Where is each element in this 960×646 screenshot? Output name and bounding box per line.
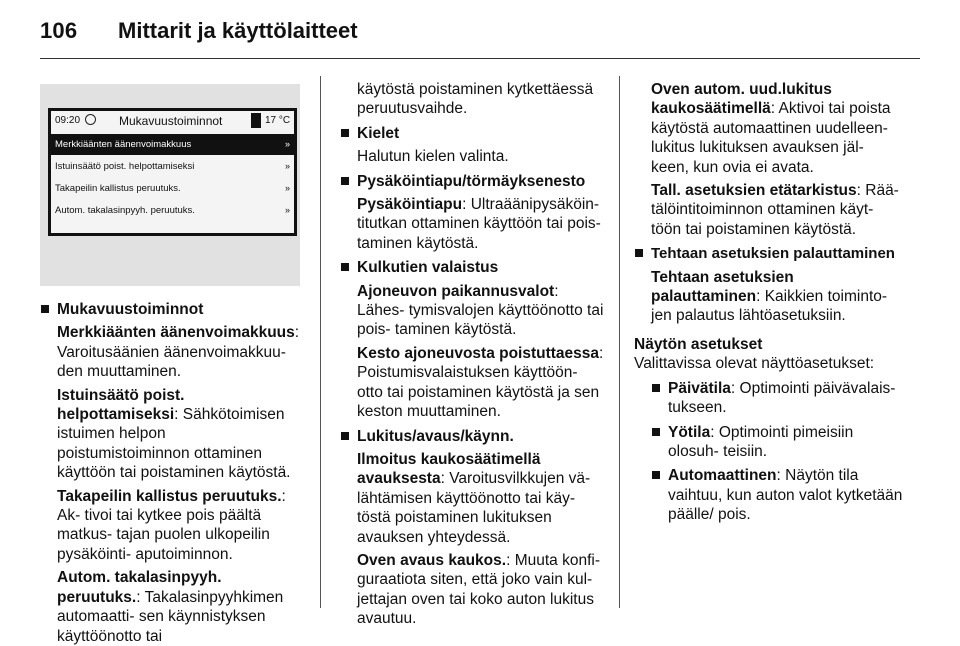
- display-status-bar: [51, 111, 294, 133]
- section-kielet: [340, 124, 606, 143]
- chevron-right-icon: »: [284, 183, 290, 193]
- display-menu-item[interactable]: [51, 156, 294, 177]
- list-item: Pysäköintiapu: Ultraäänipysäköin- titutkan ottaminen käyttöön tai pois- taminen käytöstä.: [357, 196, 601, 252]
- item-text: Lähes- tymisvalojen käyttöönotto tai pois- taminen käytöstä.: [357, 302, 604, 339]
- list-item: Ilmoitus kaukosäätimellä avauksesta: Varoitusvilkkujen vä- lähtämisen käyttöönotto tai käy- töstä poistaminen lukituksen avauksen yhteydessä.: [357, 450, 591, 546]
- item-text: Varoitusvilkkujen vä- lähtämisen käyttöönotto tai käy- töstä poistaminen lukituksen avauksen yhteydessä.: [357, 470, 591, 546]
- section-heading-naytto: Näytön asetukset: [634, 335, 763, 353]
- display-menu-label: Takapeilin kallistus peruutuks.: [55, 183, 181, 194]
- list-item: Autom. takalasinpyyh. peruutuks.: Takalasinpyyhkimen automaatti- sen käynnistyksen käyttöönotto tai: [57, 569, 284, 645]
- continued-text: käytöstä poistaminen kytkettäessä peruutusvaihde.: [357, 81, 594, 118]
- item-text: Rää- tälöintitoiminnon ottaminen käyt- töön tai poistaminen käytöstä.: [651, 182, 899, 238]
- section-heading: Kulkutien valaistus: [357, 259, 499, 277]
- item-text: Sähkötoimisen istuimen helpon poistumistoiminnon ottaminen käyttöön tai poistaminen käytöstä.: [57, 406, 291, 482]
- item-term: Pysäköintiapu: [357, 196, 463, 214]
- list-item: Päivätila: Optimointi päivävalais- tukseen.: [651, 379, 906, 418]
- section-heading: Lukitus/avaus/käynn.: [357, 427, 514, 445]
- display-menu-label: Merkkiäänten äänenvoimakkuus: [55, 139, 192, 150]
- section-kulkutien-valaistus: [340, 258, 606, 277]
- bullet-icon: [652, 428, 660, 436]
- item-text: Kaikkien toiminto- jen palautus lähtöasetuksiin.: [651, 288, 888, 325]
- chapter-title: Mittarit ja käyttölaitteet: [118, 18, 358, 43]
- item-text: Näytön tila vaihtuu, kun auton valot kytketään päälle/ pois.: [668, 467, 903, 524]
- list-item: Ajoneuvon paikannusvalot: Lähes- tymisvalojen käyttöönotto tai pois- taminen käytöstä.: [357, 282, 604, 339]
- item-text: Aktivoi tai poista käytöstä automaattinen uudelleen- lukitus lukituksen avauksen jäl- keen, kun ovia ei avata.: [651, 100, 891, 176]
- display-temperature: 17 °C: [265, 115, 291, 126]
- list-item: Kesto ajoneuvosta poistuttaessa: Poistumisvalaistuksen käyttöön- otto tai poistaminen käytöstä ja sen keston muuttaminen.: [357, 344, 604, 421]
- item-term: Automaattinen: [668, 467, 777, 485]
- page-number: 106: [40, 18, 78, 43]
- bullet-icon: [635, 249, 643, 257]
- item-text: Muuta konfi- guraatiota siten, että joko vain kul- jettajan oven tai koko auton lukitus avautuu.: [357, 551, 600, 628]
- item-term: Tehtaan asetuksien palauttaminen: [651, 268, 794, 306]
- item-text: Varoitusäänien äänenvoimakkuu- den muuttaminen.: [57, 343, 286, 381]
- item-term: Yötila: [668, 423, 711, 441]
- list-item: Oven autom. uud.lukitus kaukosäätimellä: Aktivoi tai poista käytöstä automaattinen uudelleen- lukitus lukituksen avauksen jäl- keen, kun ovia ei avata.: [651, 81, 891, 176]
- section-tehdasasetukset: [634, 244, 906, 263]
- item-term: Ajoneuvon paikannusvalot: [357, 282, 555, 300]
- item-term: Päivätila: [668, 379, 731, 397]
- display-menu-item[interactable]: [51, 134, 294, 155]
- item-text: Halutun kielen valinta.: [357, 148, 509, 166]
- smiley-icon: [85, 114, 96, 125]
- item-term: Takapeilin kallistus peruutuks.: [57, 487, 282, 505]
- list-item: Takapeilin kallistus peruutuks.: Ak- tivoi tai kytkee pois päältä matkus- tajan puolen ulkopeilin pysäköinti- aputoiminnon.: [57, 487, 286, 563]
- item-term: Oven avaus kaukos.: [357, 551, 507, 569]
- item-text: Ak- tivoi tai kytkee pois päältä matkus- tajan puolen ulkopeilin pysäköinti- aputoiminnon.: [57, 507, 270, 563]
- display-menu-item[interactable]: [51, 200, 294, 221]
- section-heading: Tehtaan asetuksien palauttaminen: [651, 245, 895, 263]
- chevron-right-icon: »: [284, 205, 290, 215]
- section-heading: Kielet: [357, 124, 400, 142]
- display-menu-label: Istuinsäätö poist. helpottamiseksi: [55, 161, 195, 172]
- section-lukitus: [340, 427, 606, 446]
- chevron-right-icon: »: [284, 139, 290, 149]
- bullet-icon: [652, 384, 660, 392]
- display-time: 09:20: [55, 115, 81, 126]
- item-term: Autom. takalasinpyyh. peruutuks.: [57, 569, 222, 606]
- item-text: Optimointi päivävalais- tukseen.: [668, 379, 896, 417]
- item-term: Istuinsäätö poist. helpottamiseksi: [57, 386, 185, 424]
- bullet-icon: [652, 471, 660, 479]
- item-text: Optimointi pimeisiin olosuh- teisiin.: [668, 423, 854, 460]
- bullet-icon: [341, 177, 349, 185]
- chevron-right-icon: »: [284, 161, 290, 171]
- section-intro: Valittavissa olevat näyttöasetukset:: [634, 355, 875, 373]
- display-menu-item[interactable]: [51, 178, 294, 199]
- column-3: [634, 80, 906, 525]
- list-item: Istuinsäätö poist. helpottamiseksi: Sähkötoimisen istuimen helpon poistumistoiminnon ottaminen käyttöön tai poistaminen käytöstä.: [57, 386, 291, 482]
- column-divider-1: [320, 76, 321, 608]
- item-term: Tall. asetuksien etätarkistus: [651, 182, 857, 200]
- section-heading: Pysäköintiapu/törmäyksenesto: [357, 172, 586, 190]
- item-term: Kesto ajoneuvosta poistuttaessa: [357, 344, 600, 362]
- column-2: [340, 80, 606, 629]
- list-item: Automaattinen: Näytön tila vaihtuu, kun auton valot kytketään päälle/ pois.: [651, 466, 906, 524]
- column-1: [40, 300, 302, 646]
- section-pysakointiapu: [340, 172, 606, 191]
- section-mukavuus: [40, 300, 302, 319]
- thermometer-icon: [251, 113, 261, 128]
- header-rule: [40, 58, 920, 59]
- item-text: Takalasinpyyhkimen automaatti- sen käynnistyksen käyttöönotto tai: [57, 588, 284, 645]
- bullet-icon: [41, 305, 49, 313]
- list-item: Tehtaan asetuksien palauttaminen: Kaikkien toiminto- jen palautus lähtöasetuksiin.: [651, 268, 888, 325]
- item-term: Merkkiäänten äänenvoimakkuus: [57, 324, 295, 342]
- list-item: Oven avaus kaukos.: Muuta konfi- guraatiota siten, että joko vain kul- jettajan oven tai koko auton lukitus avautuu.: [357, 551, 600, 628]
- column-divider-2: [619, 76, 620, 608]
- item-text: Ultraäänipysäköin- titutkan ottaminen käyttöön tai pois- taminen käytöstä.: [357, 196, 601, 252]
- item-term: Ilmoitus kaukosäätimellä avauksesta: [357, 450, 541, 488]
- bullet-icon: [341, 129, 349, 137]
- item-text: Poistumisvalaistuksen käyttöön- otto tai poistaminen käytöstä ja sen keston muuttaminen.: [357, 364, 600, 421]
- bullet-icon: [341, 263, 349, 271]
- section-heading: Mukavuustoiminnot: [57, 301, 204, 318]
- list-item: Tall. asetuksien etätarkistus: Rää- tälöintitoiminnon ottaminen käyt- töön tai poistaminen käytöstä.: [651, 182, 899, 238]
- item-term: Oven autom. uud.lukitus kaukosäätimellä: [651, 81, 832, 118]
- display-title: Mukavuustoiminnot: [119, 114, 223, 128]
- list-item: Merkkiäänten äänenvoimakkuus: Varoitusäänien äänenvoimakkuu- den muuttaminen.: [57, 324, 300, 381]
- display-illustration: [40, 84, 300, 286]
- display-menu-label: Autom. takalasinpyyh. peruutuks.: [55, 205, 195, 216]
- bullet-icon: [341, 432, 349, 440]
- list-item: Yötila: Optimointi pimeisiin olosuh- teisiin.: [651, 423, 906, 462]
- display-screen: [48, 108, 297, 236]
